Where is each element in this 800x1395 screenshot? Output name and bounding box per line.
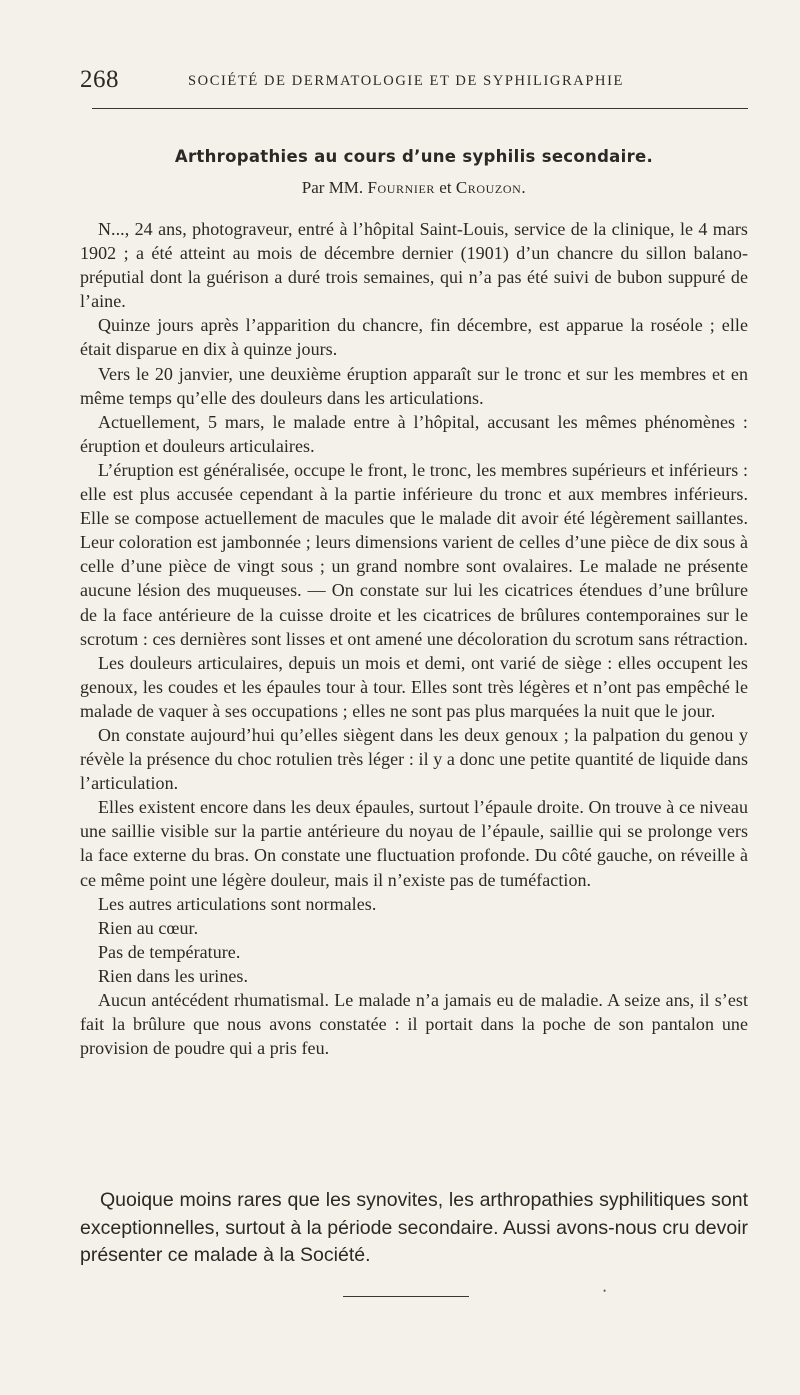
paragraph-antecedents: Aucun antécédent rhumatismal. Le malade n’a jamais eu de maladie. A seize ans, il s’est fait la brûlure que nous avons constatée : il portait dans la poche de son pantalon une provision de poudre qui a pris feu. xyxy=(80,990,748,1059)
end-rule xyxy=(343,1296,469,1297)
paragraph-second-eruption: Vers le 20 janvier, une deuxième éruption apparaît sur le tronc et sur les membres et en même temps qu’elle des douleurs dans les articulations. xyxy=(80,363,748,408)
running-head: SOCIÉTÉ DE DERMATOLOGIE ET DE SYPHILIGRAPHIE xyxy=(188,73,624,89)
page-header xyxy=(80,64,748,100)
paragraph-knees: On constate aujourd’hui qu’elles siègent dans les deux genoux ; la palpation du genou y révèle la présence du choc rotulien très léger : il y a donc une petite quantité de liquide dans l’articulation. xyxy=(80,724,748,794)
paragraph-eruption-description: L’éruption est généralisée, occupe le front, le tronc, les membres supérieurs et inférieurs : elle est plus accusée cependant à la partie inférieure du tronc et aux membres inférieurs. Elle se compose actuellement de macules que le malade dit avoir été légèrement saillantes. Leur coloration est jambonnée ; leurs dimensions varient de celles d’une pièce de dix sous à celle d’une pièce de vingt sous ; un grand nombre sont ovalaires. Le malade ne présente aucune lésion des muqueuses. — On constate sur lui les cicatrices étendues d’une brûlure de la face antérieure de la cuisse droite et les cicatrices de brûlures contemporaines sur le scrotum : ces dernières sont lisses et ont amené une décoloration du scrotum sans rétraction. xyxy=(80,459,748,649)
case-report-body xyxy=(80,217,748,1060)
conclusion xyxy=(80,1187,748,1270)
paragraph-admission: Actuellement, 5 mars, le malade entre à l’hôpital, accusant les mêmes phénomènes : éruption et douleurs articulaires. xyxy=(80,411,748,456)
header-rule xyxy=(92,108,748,109)
byline-prefix: Par MM. xyxy=(301,178,364,197)
paragraph-heart: Rien au cœur. xyxy=(98,917,199,938)
end-mark: • xyxy=(603,1286,607,1296)
article-title: Arthropathies au cours d’une syphilis secondaire. xyxy=(174,147,654,166)
byline-joiner: et xyxy=(439,178,452,197)
byline xyxy=(80,178,748,198)
paragraph-other-joints: Les autres articulations sont normales. xyxy=(98,893,377,914)
paragraph-patient-history: N..., 24 ans, photograveur, entré à l’hôpital Saint-Louis, service de la clinique, le 4 mars 1902 ; a été atteint au mois de décembre dernier (1901) d’un chancre du sillon balano-préputial dont la guérison a duré trois semaines, qui n’a pas été suivi de bubon suppuré de l’aine. xyxy=(80,219,748,312)
paragraph-temperature: Pas de température. xyxy=(98,941,241,962)
page-number: 268 xyxy=(80,66,119,93)
conclusion-paragraph: Quoique moins rares que les synovites, les arthropathies syphilitiques sont exceptionnelles, surtout à la période secondaire. Aussi avons-nous cru devoir présenter ce malade à la Société. xyxy=(80,1189,748,1266)
author-fournier: Fournier xyxy=(367,178,436,197)
paragraph-joint-pain: Les douleurs articulaires, depuis un mois et demi, ont varié de siège : elles occupent les genoux, les coudes et les épaules tour à tour. Elles sont très légères et n’ont pas empêché le malade de vaquer à ses occupations ; elles ne sont pas plus marquées la nuit que le jour. xyxy=(80,652,748,721)
paragraph-roseole: Quinze jours après l’apparition du chancre, fin décembre, est apparue la roséole ; elle était disparue en dix à quinze jours. xyxy=(80,315,748,360)
author-crouzon: Crouzon. xyxy=(455,178,527,197)
paragraph-urine: Rien dans les urines. xyxy=(98,965,249,986)
paragraph-shoulders: Elles existent encore dans les deux épaules, surtout l’épaule droite. On trouve à ce niveau une saillie visible sur la partie antérieure du noyau de l’épaule, saillie qui se prolonge vers la face externe du bras. On constate une fluctuation profonde. Du côté gauche, on réveille à ce même point une légère douleur, mais il n’existe pas de tuméfaction. xyxy=(80,797,748,890)
